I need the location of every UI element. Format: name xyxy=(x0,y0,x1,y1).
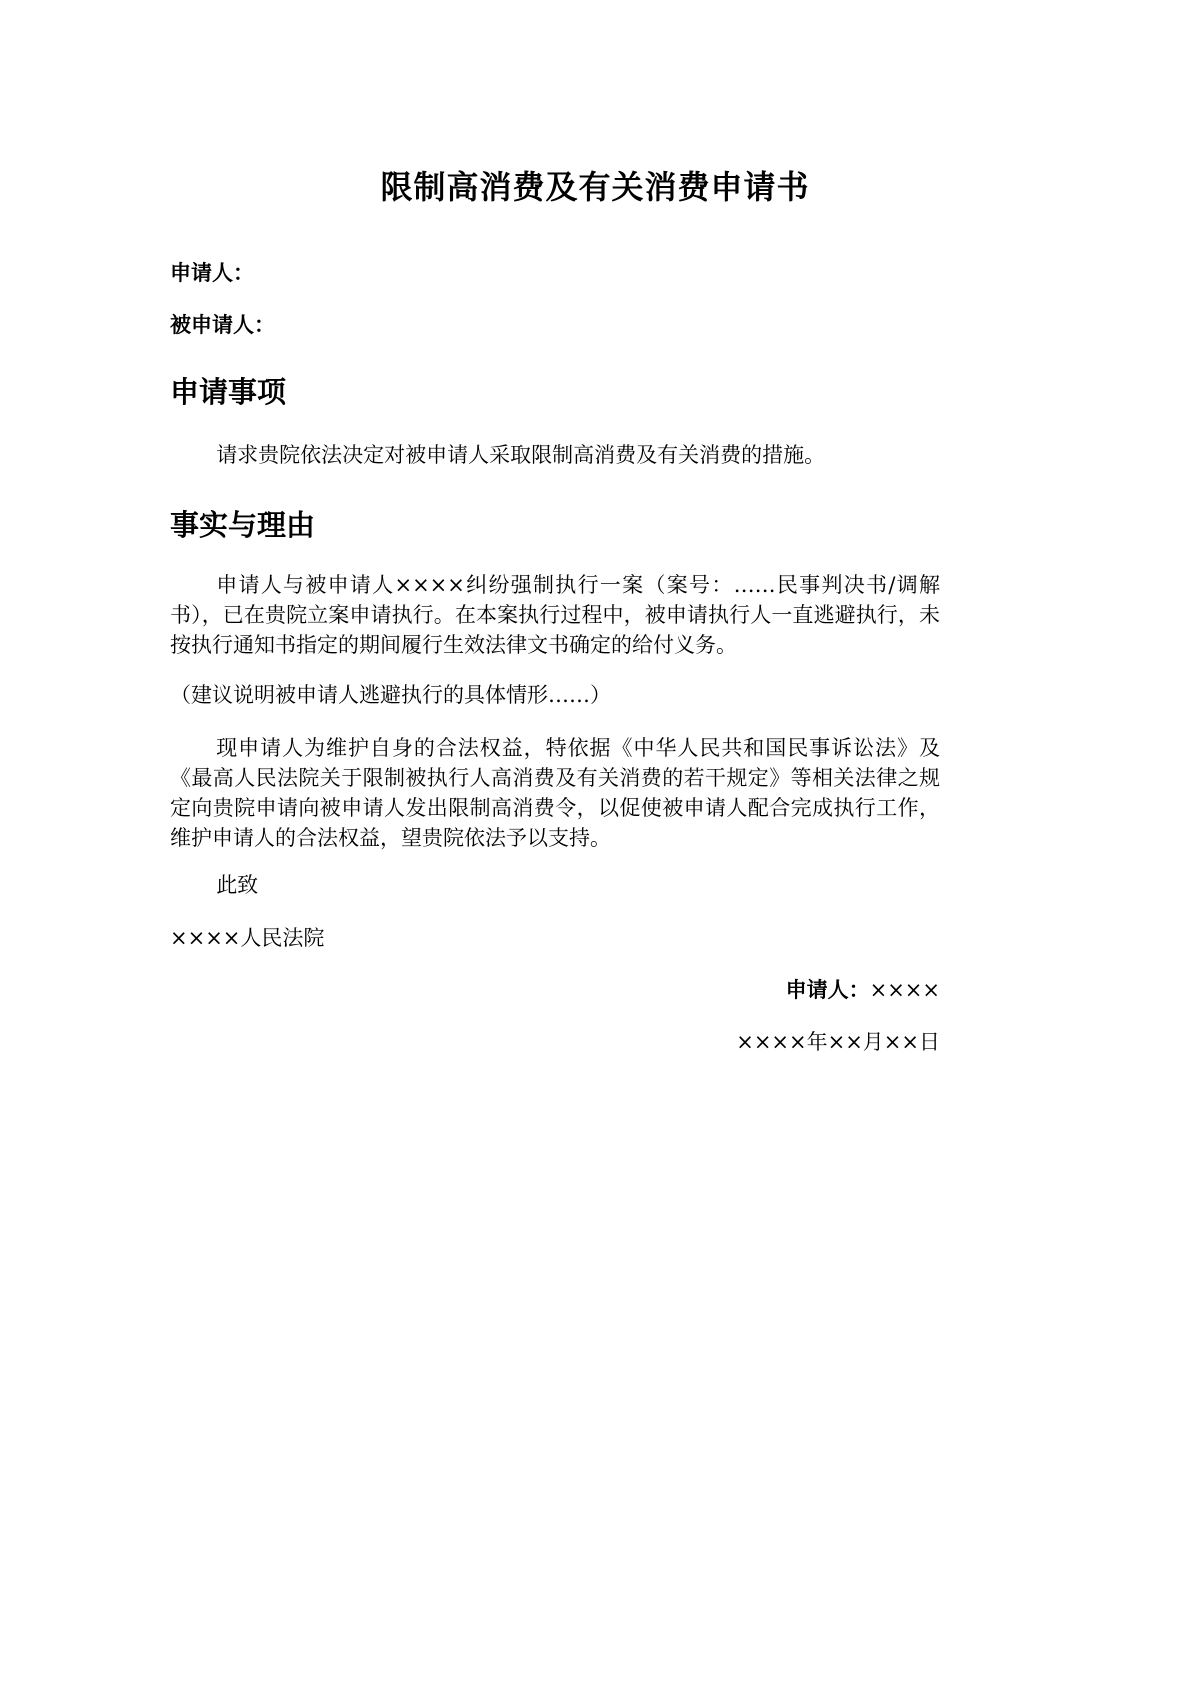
section-heading-requests: 申请事项 xyxy=(170,375,287,409)
facts-note: （建议说明被申请人逃避执行的具体情形……） xyxy=(170,683,611,707)
document-title: 限制高消费及有关消费申请书 xyxy=(380,168,810,206)
signature-line xyxy=(170,974,940,1004)
section-heading-facts: 事实与理由 xyxy=(170,508,316,542)
court-name: ××××人民法院 xyxy=(170,926,325,950)
facts-paragraph-1: 申请人与被申请人××××纠纷强制执行一案（案号：……民事判决书/调解书），已在贵院立案申请执行。在本案执行过程中，被申请执行人一直逃避执行，未按执行通知书指定的期间履行生效法律文书确定的给付义务。 xyxy=(170,573,940,657)
applicant-label: 申请人： xyxy=(170,261,254,285)
requests-body: 请求贵院依法决定对被申请人采取限制高消费及有关消费的措施。 xyxy=(216,443,826,467)
document-date: ××××年××月××日 xyxy=(736,1030,940,1054)
signature-name: ×××× xyxy=(869,978,940,1002)
closing-salutation: 此致 xyxy=(216,873,259,897)
respondent-label: 被申请人： xyxy=(170,313,275,337)
facts-paragraph-2: 现申请人为维护自身的合法权益，特依据《中华人民共和国民事诉讼法》及《最高人民法院关于限制被执行人高消费及有关消费的若干规定》等相关法律之规定向贵院申请向被申请人发出限制高消费令，以促使被申请人配合完成执行工作，维护申请人的合法权益，望贵院依法予以支持。 xyxy=(170,736,940,850)
signature-label: 申请人： xyxy=(785,978,870,1002)
